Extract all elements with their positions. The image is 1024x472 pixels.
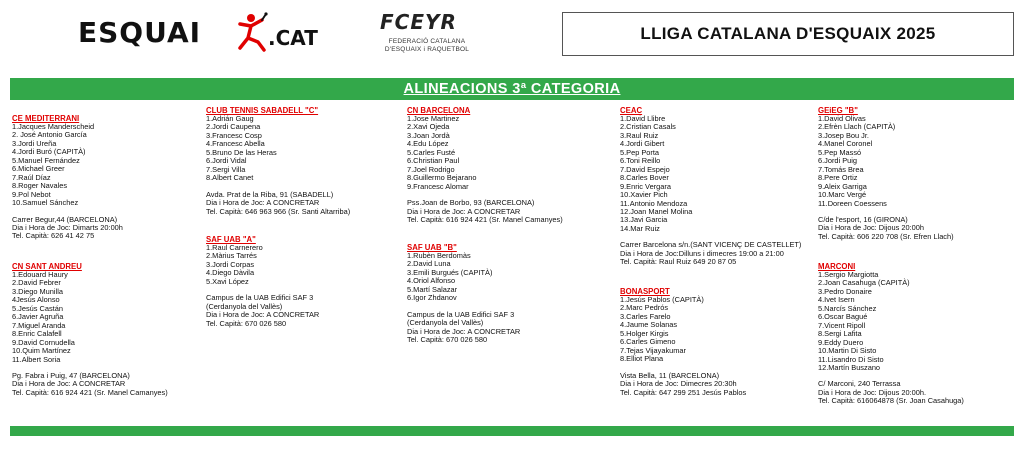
- team-block: [12, 114, 212, 241]
- player-item: 8.Guillermo Bejarano: [407, 173, 477, 183]
- player-item: 3.Jordi Ureña: [12, 138, 57, 148]
- team-block: [818, 106, 1018, 241]
- federation-name: [372, 38, 482, 54]
- header: [0, 0, 1024, 72]
- team-info-line: Tel. Capità: 670 026 580: [206, 318, 287, 328]
- player-item: 3.Josep Bou Jr.: [818, 130, 869, 140]
- team-block: [407, 106, 607, 224]
- team-info-line: Carrer Begur,44 (BARCELONA): [12, 214, 118, 224]
- team-info-line: Dia i Hora de Joc: Dijous 20:00h: [818, 223, 924, 233]
- section-title: ALINEACIONS 3ª CATEGORIA: [403, 81, 621, 97]
- player-item: 1.David Llibre: [620, 114, 666, 123]
- player-item: 1.Edouard Haury: [12, 270, 68, 279]
- player-item: 7.Tomás Brea: [818, 164, 864, 174]
- team-info-line: Pss.Joan de Borbo, 93 (BARCELONA): [407, 198, 535, 208]
- player-item: 4.Edu López: [407, 139, 449, 149]
- player-item: 3.Pedro Donaire: [818, 286, 872, 296]
- player-item: 5.Pep Porta: [620, 147, 660, 157]
- team-info: [12, 216, 212, 241]
- player-item: 4.Oriol Alfonso: [407, 276, 456, 286]
- team-info-line: (Cerdanyola del Vallès): [407, 318, 484, 328]
- player-item: 9.Eddy Duero: [818, 337, 864, 347]
- player-item: 4.Jordi Buró (CAPITÀ): [12, 147, 86, 157]
- player-item: 2.David Luna: [407, 259, 451, 269]
- team-info-line: Campus de la UAB Edifici SAF 3: [206, 293, 314, 303]
- team-info: [12, 372, 212, 397]
- player-item: 4.Ivet Isern: [818, 295, 855, 305]
- title-box: [562, 12, 1014, 56]
- team-name: BONASPORT: [620, 287, 670, 296]
- player-item: 5.Holger Kirgis: [620, 328, 669, 338]
- player-item: 3.Francesc Cosp: [206, 130, 262, 140]
- player-item: 5.Martí Salazar: [407, 284, 458, 294]
- player-item: 9.Pol Nebot: [12, 189, 51, 199]
- team-info-line: Vista Bella, 11 (BARCELONA): [620, 370, 720, 380]
- logo-suffix: .CAT: [268, 26, 318, 50]
- federation-logo: [372, 10, 482, 62]
- team-name: GEiEG "B": [818, 106, 858, 115]
- logo-word: ESQUAI: [78, 16, 202, 49]
- player-item: 11.Albert Soria: [12, 354, 61, 364]
- team-info: [620, 372, 820, 397]
- team-info-line: Dia i Hora de Joc: Dimecres 20:30h: [620, 379, 737, 389]
- player-item: 6.Christian Paul: [407, 156, 460, 166]
- team-info-line: Dia i Hora de Joc: A CONCRETAR: [12, 379, 126, 389]
- player-list: [407, 115, 607, 191]
- team-info-line: Tel. Capità: 616064878 (Sr. Joan Casahuga): [818, 396, 964, 406]
- player-item: 1.Jose Martinez: [407, 114, 460, 123]
- team-block: [12, 262, 212, 397]
- player-item: 3.Emili Burgués (CAPITÀ): [407, 267, 493, 277]
- team-name: MARCONI: [818, 262, 856, 271]
- team-info-line: Tel. Capità: Raul Ruiz 649 20 87 05: [620, 257, 737, 267]
- team-block: [620, 106, 820, 267]
- team-info-line: Campus de la UAB Edifici SAF 3: [407, 309, 515, 319]
- player-item: 8.Enric Calafell: [12, 329, 62, 339]
- team-info-line: Tel. Capità: 626 41 42 75: [12, 231, 95, 241]
- team-info-line: Pg. Fabra i Puig, 47 (BARCELONA): [12, 370, 130, 380]
- player-item: 6.Toni Reillo: [620, 156, 661, 166]
- player-item: 4.Jordi Gibert: [620, 139, 665, 149]
- player-list: [818, 271, 1018, 372]
- player-item: 7.Sergi Villa: [206, 164, 246, 174]
- team-name: SAF UAB "B": [407, 243, 457, 252]
- player-item: 11.Antonio Mendoza: [620, 198, 688, 208]
- team-info-line: Dia i Hora de Joc: A CONCRETAR: [206, 310, 320, 320]
- team-name: CN SANT ANDREU: [12, 262, 82, 271]
- player-item: 7.Raúl Díaz: [12, 172, 51, 182]
- federation-acronym: FCEYR: [380, 10, 457, 34]
- team-info-line: Dia i Hora de Joc:Dilluns i dimecres 19:00 a 21:00: [620, 248, 784, 258]
- team-info-line: (Cerdanyola del Vallès): [206, 301, 283, 311]
- player-item: 8.Pere Ortiz: [818, 173, 858, 183]
- team-info-line: Carrer Barcelona s/n.(SANT VICENÇ DE CASTELLET): [620, 240, 802, 250]
- player-item: 5.Manuel Fernández: [12, 155, 80, 165]
- team-info: [818, 380, 1018, 405]
- player-item: 12.Martín Buszano: [818, 362, 881, 372]
- player-item: 6.Jordi Vidal: [206, 156, 247, 166]
- player-item: 2.Xavi Ojeda: [407, 122, 450, 132]
- team-name: CLUB TENNIS SABADELL "C": [206, 106, 319, 115]
- player-item: 9.David Cornudella: [12, 337, 75, 347]
- team-info-line: Tel. Capità: 646 963 966 (Sr. Santi Altarriba): [206, 206, 351, 216]
- team-name: SAF UAB "A": [206, 235, 256, 244]
- player-item: 4.Jaume Solanas: [620, 320, 678, 330]
- player-item: 1.Sergio Margiotta: [818, 270, 879, 279]
- player-item: 3.Raul Ruiz: [620, 130, 659, 140]
- federation-name-line2: D'ESQUAIX i RAQUETBOL: [384, 46, 470, 53]
- player-item: 10.Quim Martínez: [12, 346, 71, 356]
- player-list: [620, 296, 820, 364]
- player-item: 8.Carles Bover: [620, 173, 669, 183]
- player-item: 13.Javi Garcia: [620, 215, 668, 225]
- footer-band: [10, 426, 1014, 436]
- team-info: [206, 191, 406, 216]
- team-block: [206, 235, 406, 328]
- player-item: 2.Efrèn Llach (CAPITÀ): [818, 122, 896, 132]
- player-item: 9.Francesc Alomar: [407, 181, 469, 191]
- team-info-line: Avda. Prat de la Riba, 91 (SABADELL): [206, 189, 334, 199]
- player-item: 6.Igor Zhdanov: [407, 293, 457, 303]
- team-info-line: Tel. Capità: 670 026 580: [407, 335, 488, 345]
- player-item: 8.Sergi Lafita: [818, 329, 862, 339]
- team-info-line: Dia i Hora de Joc: A CONCRETAR: [407, 206, 521, 216]
- player-item: 5.Pep Massó: [818, 147, 862, 157]
- team-info-line: Dia i Hora de Joc: A CONCRETAR: [206, 198, 320, 208]
- player-item: 8.Roger Navales: [12, 181, 68, 191]
- player-item: 2.Màrius Tarrés: [206, 251, 257, 261]
- team-info-line: C/ Marconi, 240 Terrassa: [818, 379, 901, 389]
- player-list: [12, 271, 212, 364]
- player-item: 2. José Antonio García: [12, 130, 87, 140]
- player-item: 5.Bruno De las Heras: [206, 147, 277, 157]
- player-item: 3.Jordi Corpas: [206, 259, 255, 269]
- team-name: CE MEDITERRANI: [12, 114, 80, 123]
- team-info: [818, 216, 1018, 241]
- team-info: [620, 241, 820, 266]
- player-item: 5.Xavi López: [206, 276, 249, 286]
- player-item: 9.Enric Vergara: [620, 181, 671, 191]
- player-item: 5.Narcís Sánchez: [818, 303, 877, 313]
- player-item: 3.Joan Jordà: [407, 130, 450, 140]
- player-item: 6.Javier Agruña: [12, 312, 64, 322]
- team-block: [620, 287, 820, 397]
- player-item: 7.Vicent Ripoll: [818, 320, 866, 330]
- player-item: 1.Jesús Pablos (CAPITÀ): [620, 295, 704, 304]
- team-info: [407, 311, 607, 345]
- player-list: [12, 123, 212, 208]
- player-item: 10.Marc Vergé: [818, 190, 867, 200]
- player-item: 6.Carles Gimeno: [620, 337, 676, 347]
- player-item: 7.David Espejo: [620, 164, 670, 174]
- team-name: CEAC: [620, 106, 643, 115]
- player-item: 6.Jordi Puig: [818, 156, 858, 166]
- player-list: [206, 115, 406, 183]
- player-item: 6.Oscar Bagué: [818, 312, 868, 322]
- team-block: [407, 243, 607, 345]
- team-info-line: Dia i Hora de Joc: Dijous 20:00h.: [818, 387, 927, 397]
- player-item: 1.Jacques Manderscheid: [12, 122, 95, 131]
- team-info-line: Dia i Hora de Joc: Dimarts 20:00h: [12, 222, 123, 232]
- player-item: 8.Albert Canet: [206, 173, 254, 183]
- player-item: 4Jesús Alonso: [12, 295, 60, 305]
- player-item: 11.Lisandro Di Sisto: [818, 354, 884, 364]
- player-item: 3.Diego Munilla: [12, 286, 63, 296]
- team-info: [206, 294, 406, 328]
- player-silhouette-icon: [234, 12, 268, 52]
- player-item: 2.Joan Casahuga (CAPITÀ): [818, 278, 910, 288]
- player-item: 2.Jordi Caupena: [206, 122, 261, 132]
- player-item: 2.Cristian Casals: [620, 122, 676, 132]
- player-item: 5.Carles Fusté: [407, 147, 456, 157]
- player-item: 12.Joan Manel Molina: [620, 206, 693, 216]
- player-item: 1.David Olivas: [818, 114, 866, 123]
- team-name: CN BARCELONA: [407, 106, 471, 115]
- player-item: 10.Xavier Pich: [620, 190, 668, 200]
- team-block: [818, 262, 1018, 406]
- player-item: 10.Samuel Sánchez: [12, 198, 79, 208]
- player-item: 8.Elliot Plana: [620, 354, 664, 364]
- team-info-line: Tel. Capità: 616 924 421 (Sr. Manel Camanyes): [407, 214, 563, 224]
- team-info-line: Dia i Hora de Joc: A CONCRETAR: [407, 326, 521, 336]
- team-block: [206, 106, 406, 216]
- player-item: 4.Diego Dàvila: [206, 268, 255, 278]
- player-item: 1.Adrián Gaug: [206, 114, 254, 123]
- team-info-line: Tel. Capità: 616 924 421 (Sr. Manel Camanyes): [12, 387, 168, 397]
- player-item: 7.Miguel Aranda: [12, 320, 66, 330]
- team-info: [407, 199, 607, 224]
- player-item: 14.Mar Ruiz: [620, 223, 660, 233]
- player-item: 10.Martin Di Sisto: [818, 346, 877, 356]
- player-list: [407, 252, 607, 303]
- team-info-line: C/de l'esport, 16 (GIRONA): [818, 214, 908, 224]
- player-item: 2.David Febrer: [12, 278, 61, 288]
- federation-name-line1: FEDERACIÓ CATALANA: [388, 38, 466, 45]
- page-title: LLIGA CATALANA D'ESQUAIX 2025: [640, 24, 936, 43]
- player-item: 4.Francesc Abella: [206, 139, 265, 149]
- player-item: 1.Rubèn Berdomàs: [407, 251, 471, 260]
- player-item: 9.Aleix Garriga: [818, 181, 867, 191]
- player-item: 4.Manel Coronel: [818, 139, 873, 149]
- player-item: 7.Joel Rodrigo: [407, 164, 455, 174]
- player-item: 2.Marc Pedrós: [620, 303, 669, 313]
- player-item: 1.Raul Carnerero: [206, 243, 263, 252]
- team-info-line: Tel. Capità: 606 220 708 (Sr. Efren Llach): [818, 231, 954, 241]
- player-list: [620, 115, 820, 233]
- player-list: [206, 244, 406, 286]
- team-info-line: Tel. Capità: 647 299 251 Jesús Pablos: [620, 387, 747, 397]
- player-item: 11.Doreen Coessens: [818, 198, 887, 208]
- player-item: 7.Tejas Vijayakumar: [620, 345, 686, 355]
- player-list: [818, 115, 1018, 208]
- player-item: 5.Jesús Castán: [12, 303, 63, 313]
- player-item: 3.Carles Farelo: [620, 311, 671, 321]
- player-item: 6.Michael Greer: [12, 164, 65, 174]
